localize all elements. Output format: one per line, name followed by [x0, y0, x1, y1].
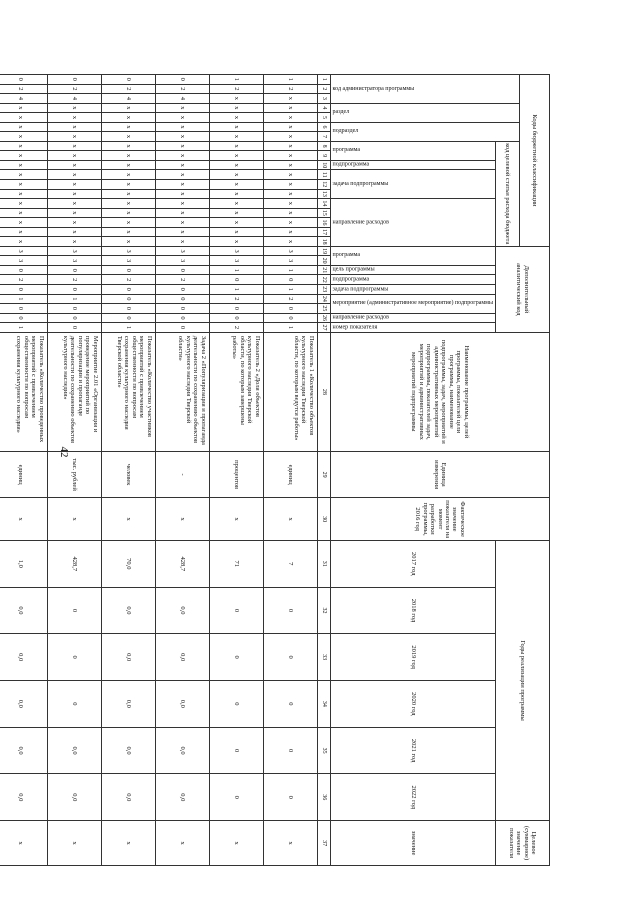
code-cell: 2 — [0, 275, 47, 285]
row-fact-cell: х — [101, 498, 155, 540]
code-cell: 3 — [47, 256, 101, 266]
code-cell: 1 — [263, 75, 317, 85]
table-row — [101, 75, 155, 866]
column-number: 26 — [317, 313, 330, 323]
code-cell: х — [263, 103, 317, 113]
code-cell: х — [101, 218, 155, 228]
row-year-value-cell: 0,0 — [0, 634, 47, 681]
row-fact-cell: х — [263, 498, 317, 540]
column-number-row — [317, 75, 330, 866]
code-cell: х — [101, 160, 155, 170]
code-cell: 0 — [209, 313, 263, 323]
code-cell: х — [155, 103, 209, 113]
code-cell: 3 — [101, 246, 155, 256]
row-year-value-cell: 7 — [263, 540, 317, 587]
row-name-cell: Задача 2 «Популяризация и пропаганда деятельности по сохранению объектов культурного наследия Тверской области» — [155, 332, 209, 451]
row-unit-cell: тыс. рублей — [47, 451, 101, 498]
code-cell: 0 — [155, 265, 209, 275]
code-cell: 0 — [101, 294, 155, 304]
row-year-value-cell: 0,0 — [155, 727, 209, 774]
unit-column-header: Единица измерения — [330, 451, 549, 498]
row-year-value-cell: 0,0 — [0, 727, 47, 774]
code-cell: х — [209, 170, 263, 180]
row-fact-cell: х — [209, 498, 263, 540]
column-number: 30 — [317, 498, 330, 540]
code-cell: х — [47, 199, 101, 209]
code-cell: 1 — [263, 265, 317, 275]
table-row — [209, 75, 263, 866]
code-cell: 1 — [263, 285, 317, 295]
column-number: 13 — [317, 189, 330, 199]
code-cell: х — [101, 170, 155, 180]
code-cell: х — [209, 103, 263, 113]
code-cell: х — [101, 122, 155, 132]
add-subprogram-task-header: задача подпрограммы — [330, 285, 495, 295]
column-number: 21 — [317, 265, 330, 275]
subsection-header: подраздел — [330, 122, 519, 141]
row-year-value-cell: 0,0 — [0, 681, 47, 728]
row-year-value-cell: 0,0 — [155, 634, 209, 681]
code-cell: 3 — [0, 256, 47, 266]
year-2017-header: 2017 год — [330, 540, 495, 587]
year-2019-header: 2019 год — [330, 634, 495, 681]
code-cell: 0 — [0, 304, 47, 314]
column-number: 27 — [317, 323, 330, 333]
column-number: 8 — [317, 141, 330, 151]
code-cell: 0 — [47, 75, 101, 85]
code-cell: х — [263, 122, 317, 132]
code-cell: 3 — [209, 246, 263, 256]
target-value-header: значение — [330, 821, 495, 866]
code-cell: х — [155, 189, 209, 199]
target-group-header: Целевое (суммарное) значение показателя — [496, 821, 550, 866]
column-number: 16 — [317, 218, 330, 228]
code-cell: х — [0, 151, 47, 161]
program-indicators-table — [0, 74, 550, 866]
code-cell: 1 — [263, 323, 317, 333]
subprogram-task-code-header: задача подпрограммы — [330, 170, 495, 199]
code-cell: 0 — [101, 285, 155, 295]
code-cell: х — [209, 132, 263, 142]
section-header: раздел — [330, 103, 519, 122]
code-cell: 1 — [209, 285, 263, 295]
program-code-header: программа — [330, 141, 495, 160]
code-cell: х — [101, 141, 155, 151]
code-cell: 0 — [263, 275, 317, 285]
document-page — [15, 74, 550, 866]
column-number: 29 — [317, 451, 330, 498]
column-number: 23 — [317, 285, 330, 295]
code-cell: 0 — [155, 323, 209, 333]
column-number: 31 — [317, 540, 330, 587]
code-cell: х — [209, 160, 263, 170]
code-cell: х — [263, 160, 317, 170]
code-cell: 3 — [47, 246, 101, 256]
column-number: 17 — [317, 227, 330, 237]
row-name-cell: Показатель «Количество проведенных мероприятий с привлечением общественности по вопросам сохранения культурного наследия» — [0, 332, 47, 451]
direction-header: направление расходов — [330, 199, 495, 247]
code-cell: х — [101, 227, 155, 237]
code-cell: х — [209, 237, 263, 247]
code-cell: х — [101, 151, 155, 161]
row-year-value-cell: 0 — [209, 727, 263, 774]
column-number: 34 — [317, 681, 330, 728]
code-cell: 0 — [155, 285, 209, 295]
code-cell: х — [263, 170, 317, 180]
code-cell: 2 — [209, 294, 263, 304]
indicator-number-header: номер показателя — [330, 323, 495, 333]
code-cell: х — [101, 180, 155, 190]
row-target-cell: х — [47, 821, 101, 866]
row-year-value-cell: 0,0 — [155, 774, 209, 821]
code-cell: х — [155, 180, 209, 190]
row-year-value-cell: 0,0 — [0, 587, 47, 634]
code-cell: 0 — [263, 304, 317, 314]
row-year-value-cell: 70,0 — [101, 540, 155, 587]
code-cell: 3 — [155, 246, 209, 256]
years-group-header: Годы реализации программы — [496, 540, 550, 820]
column-number: 7 — [317, 132, 330, 142]
code-cell: х — [0, 227, 47, 237]
table-row — [155, 75, 209, 866]
column-number: 37 — [317, 821, 330, 866]
code-cell: х — [47, 208, 101, 218]
code-cell: 1 — [101, 323, 155, 333]
code-cell: х — [0, 180, 47, 190]
row-year-value-cell: 0 — [263, 727, 317, 774]
code-cell: х — [47, 237, 101, 247]
column-number: 22 — [317, 275, 330, 285]
code-cell: 1 — [47, 294, 101, 304]
code-cell: х — [155, 227, 209, 237]
row-year-value-cell: 0 — [47, 681, 101, 728]
code-cell: х — [263, 132, 317, 142]
row-year-value-cell: 0,0 — [155, 587, 209, 634]
column-number: 12 — [317, 180, 330, 190]
code-cell: 0 — [101, 265, 155, 275]
code-cell: 2 — [101, 84, 155, 94]
column-number: 28 — [317, 332, 330, 451]
row-unit-cell: единиц — [263, 451, 317, 498]
code-cell: 2 — [47, 275, 101, 285]
code-cell: 4 — [101, 94, 155, 104]
code-cell: х — [47, 132, 101, 142]
row-year-value-cell: 428,7 — [155, 540, 209, 587]
target-item-code-header: код целевой статьи расхода бюджета — [496, 141, 520, 246]
column-number: 19 — [317, 246, 330, 256]
add-direction-header: направление расходов — [330, 313, 495, 323]
code-cell: х — [263, 180, 317, 190]
code-cell: 3 — [263, 246, 317, 256]
code-cell: 0 — [155, 294, 209, 304]
code-cell: 0 — [0, 75, 47, 85]
row-year-value-cell: 0,0 — [47, 774, 101, 821]
row-name-cell: Показатель 1 «Количество объектов культурного наследия Тверской области, по которым ведутся работы» — [263, 332, 317, 451]
code-cell: х — [209, 189, 263, 199]
code-cell: х — [263, 218, 317, 228]
row-name-cell: Мероприятие 2.01 «Организация и проведение мероприятий по популяризации и пропаганде деятельности по сохранению объектов культурного наследия» — [47, 332, 101, 451]
row-year-value-cell: 0,0 — [101, 634, 155, 681]
column-number: 2 — [317, 84, 330, 94]
code-cell: 4 — [0, 94, 47, 104]
code-cell: 0 — [209, 275, 263, 285]
code-cell: х — [47, 141, 101, 151]
row-year-value-cell: 0 — [263, 634, 317, 681]
code-cell: х — [155, 122, 209, 132]
code-cell: 0 — [0, 313, 47, 323]
code-cell: 1 — [209, 265, 263, 275]
code-cell: х — [155, 199, 209, 209]
subprogram-code-header: подпрограмма — [330, 160, 495, 170]
row-year-value-cell: 0 — [209, 634, 263, 681]
code-cell: х — [47, 160, 101, 170]
row-fact-cell: х — [47, 498, 101, 540]
code-cell: х — [263, 113, 317, 123]
column-number: 3 — [317, 94, 330, 104]
code-cell: 2 — [155, 275, 209, 285]
page-number: 42 — [58, 446, 70, 458]
code-cell: х — [209, 141, 263, 151]
column-number: 15 — [317, 208, 330, 218]
code-cell: х — [155, 141, 209, 151]
add-program-header: программа — [330, 246, 495, 265]
code-cell: х — [209, 180, 263, 190]
row-year-value-cell: 0 — [47, 587, 101, 634]
code-cell: х — [101, 199, 155, 209]
row-year-value-cell: 1,0 — [0, 540, 47, 587]
column-number: 4 — [317, 103, 330, 113]
row-year-value-cell: 0 — [47, 634, 101, 681]
code-cell: х — [155, 237, 209, 247]
column-number: 32 — [317, 587, 330, 634]
row-year-value-cell: 0,0 — [0, 774, 47, 821]
column-number: 10 — [317, 160, 330, 170]
table-row — [263, 75, 317, 866]
code-cell: х — [263, 151, 317, 161]
row-year-value-cell: 428,7 — [47, 540, 101, 587]
row-unit-cell: человек — [101, 451, 155, 498]
row-target-cell: х — [209, 821, 263, 866]
row-target-cell: х — [101, 821, 155, 866]
code-cell: х — [263, 199, 317, 209]
code-cell: х — [0, 218, 47, 228]
column-number: 33 — [317, 634, 330, 681]
code-cell: х — [155, 132, 209, 142]
code-cell: х — [209, 199, 263, 209]
code-cell: 0 — [47, 285, 101, 295]
row-year-value-cell: 0,0 — [101, 774, 155, 821]
code-cell: х — [209, 218, 263, 228]
column-number: 36 — [317, 774, 330, 821]
code-cell: х — [101, 237, 155, 247]
column-number: 11 — [317, 170, 330, 180]
code-cell: х — [0, 160, 47, 170]
code-cell: 1 — [0, 294, 47, 304]
code-cell: х — [155, 113, 209, 123]
code-cell: х — [0, 122, 47, 132]
code-cell: х — [47, 218, 101, 228]
code-cell: х — [101, 113, 155, 123]
code-cell: 0 — [101, 313, 155, 323]
code-cell: 1 — [0, 323, 47, 333]
code-cell: 0 — [263, 313, 317, 323]
column-number: 1 — [317, 75, 330, 85]
column-number: 35 — [317, 727, 330, 774]
code-cell: х — [0, 237, 47, 247]
code-cell: 0 — [155, 313, 209, 323]
fact-column-header: Фактическое значение показателя на момент разработки программы, 2016 год — [330, 498, 549, 540]
year-2022-header: 2022 год — [330, 774, 495, 821]
year-2020-header: 2020 год — [330, 681, 495, 728]
code-cell: х — [0, 141, 47, 151]
row-year-value-cell: 71 — [209, 540, 263, 587]
code-cell: х — [47, 103, 101, 113]
code-cell: 0 — [0, 265, 47, 275]
code-cell: х — [263, 227, 317, 237]
code-cell: 2 — [209, 84, 263, 94]
code-cell: 2 — [263, 84, 317, 94]
code-cell: 3 — [209, 256, 263, 266]
code-cell: 3 — [263, 256, 317, 266]
row-year-value-cell: 0 — [263, 587, 317, 634]
code-cell: х — [101, 189, 155, 199]
code-cell: х — [155, 208, 209, 218]
code-cell: х — [0, 132, 47, 142]
code-cell: х — [209, 151, 263, 161]
code-cell: х — [47, 227, 101, 237]
year-2018-header: 2018 год — [330, 587, 495, 634]
code-cell: 0 — [101, 304, 155, 314]
code-cell: х — [263, 237, 317, 247]
code-cell: 2 — [263, 294, 317, 304]
add-subprogram-header: подпрограмма — [330, 275, 495, 285]
code-cell: 2 — [209, 323, 263, 333]
column-number: 24 — [317, 294, 330, 304]
code-cell: 0 — [155, 304, 209, 314]
code-cell: 0 — [155, 75, 209, 85]
column-number: 25 — [317, 304, 330, 314]
table-row — [47, 75, 101, 866]
code-cell: 2 — [0, 84, 47, 94]
code-cell: х — [263, 141, 317, 151]
code-cell: х — [209, 227, 263, 237]
row-target-cell: х — [155, 821, 209, 866]
row-year-value-cell: 0 — [209, 774, 263, 821]
row-fact-cell: х — [155, 498, 209, 540]
code-cell: 3 — [0, 246, 47, 256]
row-fact-cell: х — [0, 498, 47, 540]
code-cell: х — [0, 113, 47, 123]
code-cell: 3 — [155, 256, 209, 266]
column-number: 20 — [317, 256, 330, 266]
column-number: 5 — [317, 113, 330, 123]
code-cell: х — [47, 170, 101, 180]
code-cell: 2 — [47, 84, 101, 94]
code-cell: 2 — [101, 275, 155, 285]
code-cell: х — [209, 208, 263, 218]
code-cell: 0 — [47, 323, 101, 333]
year-2021-header: 2021 год — [330, 727, 495, 774]
row-year-value-cell: 0,0 — [101, 681, 155, 728]
code-cell: х — [155, 151, 209, 161]
code-cell: х — [101, 103, 155, 113]
row-name-cell: Показатель 2 «Доля объектов культурного наследия Тверской области, по которым завершены работы» — [209, 332, 263, 451]
code-cell: х — [209, 94, 263, 104]
row-target-cell: х — [263, 821, 317, 866]
code-cell: х — [155, 160, 209, 170]
code-cell: 3 — [101, 256, 155, 266]
column-number: 14 — [317, 199, 330, 209]
code-cell: 0 — [101, 75, 155, 85]
code-cell: х — [0, 199, 47, 209]
code-cell: 0 — [0, 285, 47, 295]
row-year-value-cell: 0 — [263, 681, 317, 728]
code-cell: х — [155, 218, 209, 228]
admin-code-header: код администратора программы — [330, 75, 519, 104]
table-row — [0, 75, 47, 866]
column-number: 18 — [317, 237, 330, 247]
row-year-value-cell: 0 — [209, 681, 263, 728]
add-activity-header: мероприятие (административное мероприятие) подпрограммы — [330, 294, 495, 313]
code-cell: х — [0, 170, 47, 180]
code-cell: х — [0, 208, 47, 218]
code-cell: 4 — [47, 94, 101, 104]
row-unit-cell: - — [155, 451, 209, 498]
row-target-cell: х — [0, 821, 47, 866]
row-name-cell: Показатель «Количество участников мероприятий с привлечением общественности по вопросам сохранения культурного наследия Тверской области» — [101, 332, 155, 451]
code-cell: 0 — [209, 304, 263, 314]
code-cell: 1 — [209, 75, 263, 85]
code-cell: х — [101, 132, 155, 142]
additional-code-group-header: Дополнительный аналитический код — [496, 246, 550, 332]
code-cell: х — [263, 208, 317, 218]
row-unit-cell: единиц — [0, 451, 47, 498]
code-cell: х — [47, 189, 101, 199]
code-cell: х — [263, 189, 317, 199]
column-number: 9 — [317, 151, 330, 161]
row-year-value-cell: 0,0 — [101, 587, 155, 634]
code-cell: 0 — [47, 265, 101, 275]
code-cell: х — [47, 122, 101, 132]
name-column-header: Наименование программы, целей программы, показателей цели программы, наименование подпрограммы, задач, мероприятий и административных мероприятий подпрограммы, показателей задач, мероприятий и административных мероприятий подпрограммы — [330, 332, 549, 451]
column-number: 6 — [317, 122, 330, 132]
row-year-value-cell: 0,0 — [101, 727, 155, 774]
code-cell: 2 — [155, 84, 209, 94]
row-year-value-cell: 0,0 — [47, 727, 101, 774]
codes-group-header: Коды бюджетной классификации — [520, 75, 550, 247]
code-cell: х — [263, 94, 317, 104]
code-cell: х — [47, 180, 101, 190]
rotated-table-wrapper — [15, 74, 550, 866]
code-cell: х — [209, 122, 263, 132]
row-year-value-cell: 0,0 — [155, 681, 209, 728]
code-cell: х — [209, 113, 263, 123]
code-cell: х — [0, 103, 47, 113]
code-cell: 4 — [155, 94, 209, 104]
code-cell: 0 — [47, 313, 101, 323]
add-program-goal-header: цель программы — [330, 265, 495, 275]
code-cell: 0 — [47, 304, 101, 314]
row-unit-cell: процентов — [209, 451, 263, 498]
code-cell: х — [101, 208, 155, 218]
row-year-value-cell: 0 — [209, 587, 263, 634]
code-cell: х — [155, 170, 209, 180]
row-year-value-cell: 0 — [263, 774, 317, 821]
code-cell: х — [0, 189, 47, 199]
code-cell: х — [47, 113, 101, 123]
code-cell: х — [47, 151, 101, 161]
